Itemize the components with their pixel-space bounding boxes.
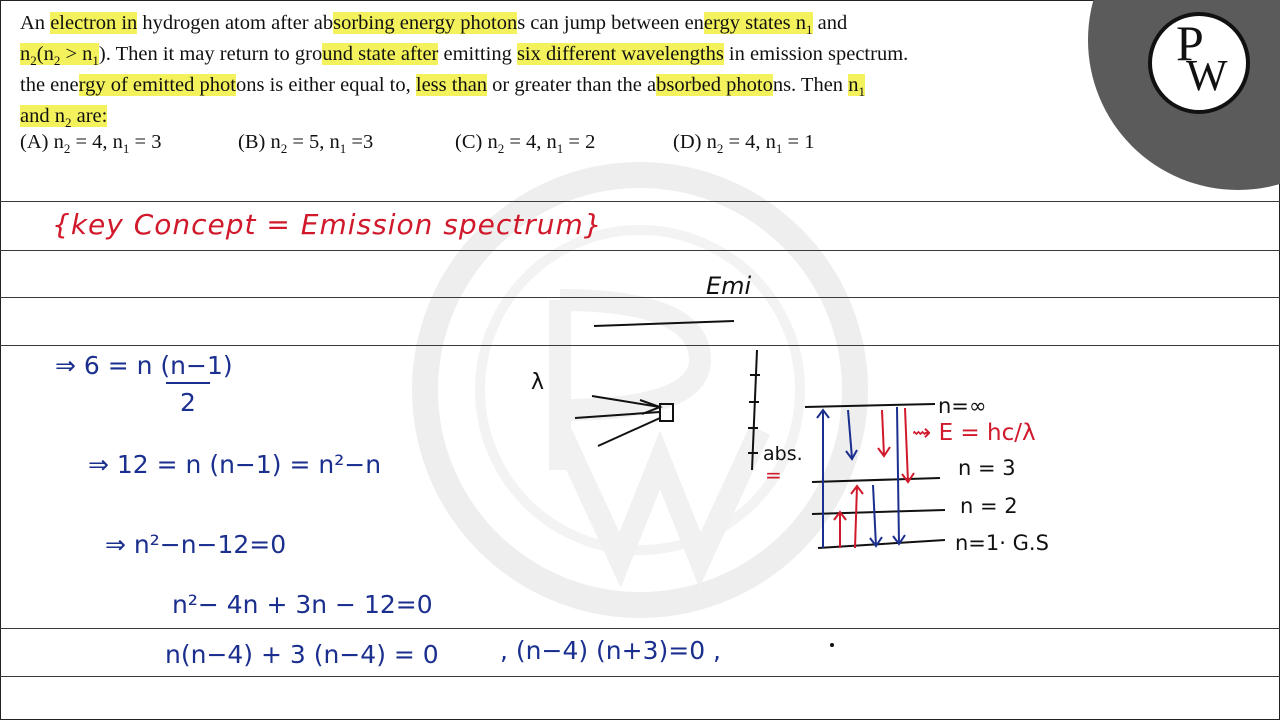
question-line-1: An electron in hydrogen atom after absorbing energy photons can jump between energy states $n_1$ and: [20, 12, 848, 38]
level-n3: n = 3: [958, 456, 1016, 480]
equation-1: ⇒ 6 = n (n−1): [55, 351, 233, 380]
trailing-dot: [830, 643, 834, 647]
level-n-infinity: n=∞: [938, 394, 987, 418]
level-n2: n = 2: [960, 494, 1018, 518]
equation-2: ⇒ 12 = n (n−1) = n²−n: [88, 450, 382, 479]
equation-1-denominator: 2: [180, 388, 196, 417]
emi-underline: [594, 321, 734, 326]
logo-letter-p: P: [1176, 15, 1204, 71]
emi-note: Emi: [706, 272, 752, 300]
question-line-4: and $n_2$ are:: [20, 105, 108, 131]
question-line-3: the energy of emitted photons is either equal to, less than or greater than the absorbed photons. Then $n_1$: [20, 74, 865, 100]
equation-5: n(n−4) + 3 (n−4) = 0: [165, 640, 439, 669]
option-a[interactable]: (A) $n_2 = 4$, $n_1 = 3$: [20, 131, 162, 157]
equation-4: n²− 4n + 3n − 12=0: [172, 590, 433, 619]
energy-formula: ⇝ E = hc/λ: [912, 420, 1036, 446]
photon-source-sketch: [575, 396, 673, 446]
absorption-arrows-red: [834, 408, 914, 548]
level-n1-ground-state: n=1· G.S: [955, 531, 1049, 555]
question-line-2: $n_2(n_2 > n_1)$. Then it may return to ground state after emitting six different wavelengths in emission spectrum.: [20, 43, 909, 69]
option-d[interactable]: (D) $n_2 = 4$, $n_1 = 1$: [673, 131, 815, 157]
equals-mark: =: [765, 463, 782, 487]
emission-arrows-blue: [817, 407, 905, 548]
option-c[interactable]: (C) $n_2 = 4$, $n_1 = 2$: [455, 131, 596, 157]
spectrum-tick-line: [748, 350, 760, 470]
option-b[interactable]: (B) $n_2 = 5$, $n_1 =3$: [238, 131, 374, 157]
key-concept-note: {key Concept = Emission spectrum}: [52, 208, 603, 241]
lambda-note: λ: [531, 370, 545, 395]
equation-6: , (n−4) (n+3)=0 ,: [500, 636, 721, 665]
abs-label: abs.: [763, 443, 803, 465]
logo-letter-w: W: [1186, 51, 1228, 100]
equation-3: ⇒ n²−n−12=0: [105, 530, 287, 559]
